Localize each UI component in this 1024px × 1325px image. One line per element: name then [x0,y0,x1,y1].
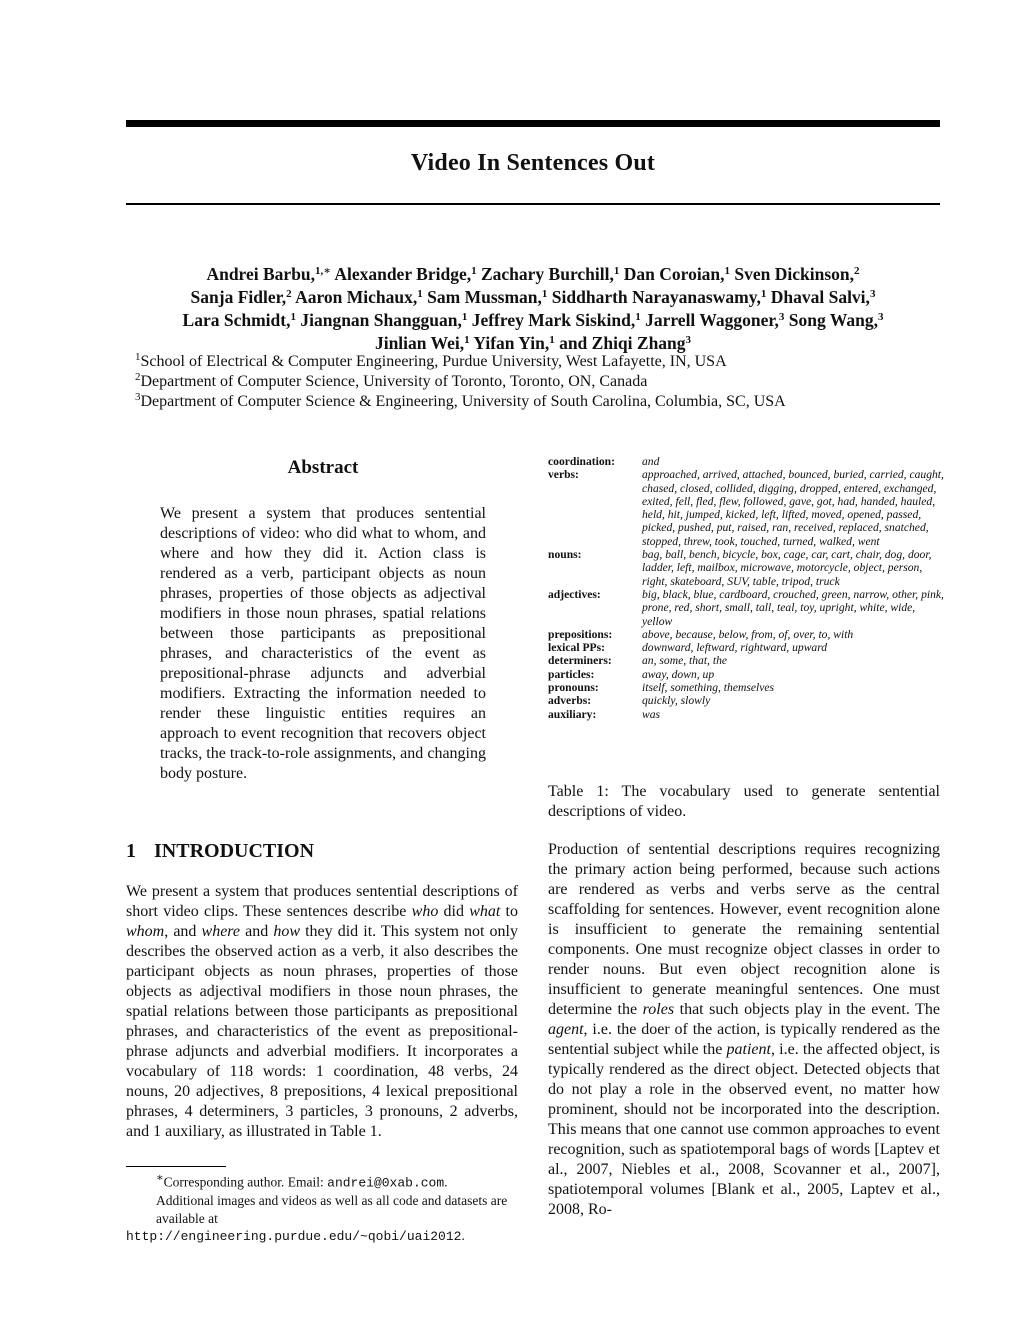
email-link[interactable]: andrei@0xab.com [327,1175,445,1191]
section-heading [126,840,314,863]
affiliations [135,352,786,411]
table-row: determiners: an, some, that, the [548,654,728,668]
author-name: Sam Mussman, [427,287,542,307]
footnote-corresponding: ∗Corresponding author. Email: andrei@0xab.com. [156,1172,448,1191]
author-line-4: Jinlian Wei,$^1$ Yifan Yin,$^1$ and Zhiqi Zhang$^3$ [374,333,692,353]
table-row: lexical PPs: downward, leftward, rightward, upward [548,641,828,655]
author-name: Jinlian Wei, [374,333,465,353]
table-row: particles: away, down, up [548,667,715,681]
author-name: Jeffrey Mark Siskind, [471,310,636,330]
author-name: Lara Schmidt, [182,310,291,330]
affiliation: $^2$Department of Computer Science, University of Toronto, Toronto, ON, Canada [135,370,648,390]
intro-paragraph-right: Production of sentential descriptions requires recognizing the primary action being performed, because such actions are rendered as verbs and verbs serve as the central scaffolding for sentences. However, event recognition alone is insufficient to generate the remaining sentential components. One must recognize object classes in order to render nouns. But even object recognition alone is insufficient to generate meaningful sentences. One must determine the roles that such objects play in the event. The agent, i.e. the doer of the action, is typically rendered as the sentential subject while the patient, i.e. the affected object, is typically rendered as the direct object. Detected objects that do not play a role in the observed event, no matter how prominent, should not be incorporated into the description. This means that one cannot use common approaches to event recognition, such as spatiotemporal bags of words [Laptev et al., 2007, Niebles et al., 2008, Scovanner et al., 2007], spatiotemporal volumes [Blank et al., 2005, Laptev et al., 2008, Ro- [548,841,941,1218]
author-name: Jarrell Waggoner, [645,310,779,330]
project-url-link[interactable]: http://engineering.purdue.edu/~qobi/uai2012 [126,1229,462,1244]
author-name: Sanja Fidler, [190,287,287,307]
table-row: verbs: approached, arrived, attached, bounced, buried, carried, caught, chased, closed, collided, digging, dropped, entered, exchanged, exited, fell, fled, flew, followed, gave, got, had, handed, hauled, held, hit, jumped, kicked, left, lifted, moved, opened, passed, picked, pushed, put, raised, ran, received, replaced, snatched, stopped, threw, took, touched, turned, walked, went [548,468,944,548]
footnote-availability: Additional images and videos as well as all code and datasets are available at [156,1193,508,1226]
author-name: Jiangnan Shangguan, [300,310,462,330]
table-row: nouns: bag, ball, bench, bicycle, box, cage, car, cart, chair, dog, door, ladder, left, mailbox, microwave, motorcycle, object, person, right, skateboard, SUV, table, tripod, truck [548,548,932,588]
author-line-3: Lara Schmidt,$^1$ Jiangnan Shangguan,$^1$ Jeffrey Mark Siskind,$^1$ Jarrell Waggoner,$^3$ Song Wang,$^3$ [182,310,884,330]
author-name: Song Wang, [788,310,878,330]
vocabulary-table [548,455,948,721]
table-row: prepositions: above, because, below, from, of, over, to, with [548,627,854,641]
title-rule-bottom [126,203,940,205]
author-name: Dan Coroian, [623,264,725,284]
abstract-text: We present a system that produces sentential descriptions of video: who did what to whom, and where and how they did it. Action class is rendered as a verb, participant objects as noun phrases, properties of those objects as adjectival modifiers in those noun phrases, spatial relations between those participants as prepositional phrases, and characteristics of the event as prepositional-phrase adjuncts and adverbial modifiers. Extracting the information needed to render these linguistic entities requires an approach to event recognition that recovers object tracks, the track-to-role assignments, and changing body posture. [160,505,486,782]
footnote-rule [126,1166,226,1167]
author-name: and Zhiqi Zhang [559,333,686,353]
author-name: Yifan Yin, [473,333,550,353]
section-number: 1 [126,840,136,862]
author-name: Alexander Bridge, [334,264,472,284]
table-row: adverbs: quickly, slowly [548,694,711,708]
footnote [126,1170,518,1246]
section-title: INTRODUCTION [154,840,315,862]
author-line-1: Andrei Barbu,$^{1,∗}$ Alexander Bridge,$^1$ Zachary Burchill,$^1$ Dan Coroian,$^1$ Sven Dickinson,$^2$ [206,264,860,284]
author-name: Aaron Michaux, [295,287,418,307]
table-row: auxiliary: was [548,707,661,721]
author-list [100,263,966,355]
author-name: Andrei Barbu, [206,264,316,284]
table-caption: Table 1: The vocabulary used to generate sentential descriptions of video. [548,783,940,820]
author-name: Siddharth Narayanaswamy, [551,287,761,307]
footnote-url-line: http://engineering.purdue.edu/~qobi/uai2012. [126,1228,465,1244]
author-name: Zachary Burchill, [480,264,614,284]
table-row: coordination: and [548,455,660,468]
paper-title: Video In Sentences Out [410,150,656,176]
intro-paragraph: We present a system that produces sentential descriptions of short video clips. These sentences describe who did what to whom, and where and how they did it. This system not only describes the observed action as a verb, it also describes the participant objects as noun phrases, properties of those objects as adjectival modifiers in those noun phrases, the spatial relations between those participants as prepositional phrases, and characteristics of the event as prepositional-phrase adjuncts and adverbial modifiers. It incorporates a vocabulary of 118 words: 1 coordination, 48 verbs, 24 nouns, 20 adjectives, 8 prepositions, 4 lexical prepositional phrases, 4 determiners, 3 particles, 3 pronouns, 2 adverbs, and 1 auxiliary, as illustrated in Table 1. [126,883,518,1140]
author-name: Dhaval Salvi, [770,287,870,307]
affiliation: $^1$School of Electrical & Computer Engineering, Purdue University, West Lafayette, IN, USA [135,351,727,370]
author-name: Sven Dickinson, [734,264,855,284]
author-line-2: Sanja Fidler,$^2$ Aaron Michaux,$^1$ Sam Mussman,$^1$ Siddharth Narayanaswamy,$^1$ Dhaval Salvi,$^3$ [190,287,876,307]
affiliation: $^3$Department of Computer Science & Engineering, University of South Carolina, Columbia, SC, USA [135,390,786,410]
table-row: adjectives: big, black, blue, cardboard, crouched, green, narrow, other, pink, prone, red, short, small, tall, teal, toy, upright, white, wide, yellow [548,587,944,628]
table-row: pronouns: itself, something, themselves [548,681,775,695]
abstract-heading: Abstract [287,457,359,478]
title-rule-top [126,120,940,127]
